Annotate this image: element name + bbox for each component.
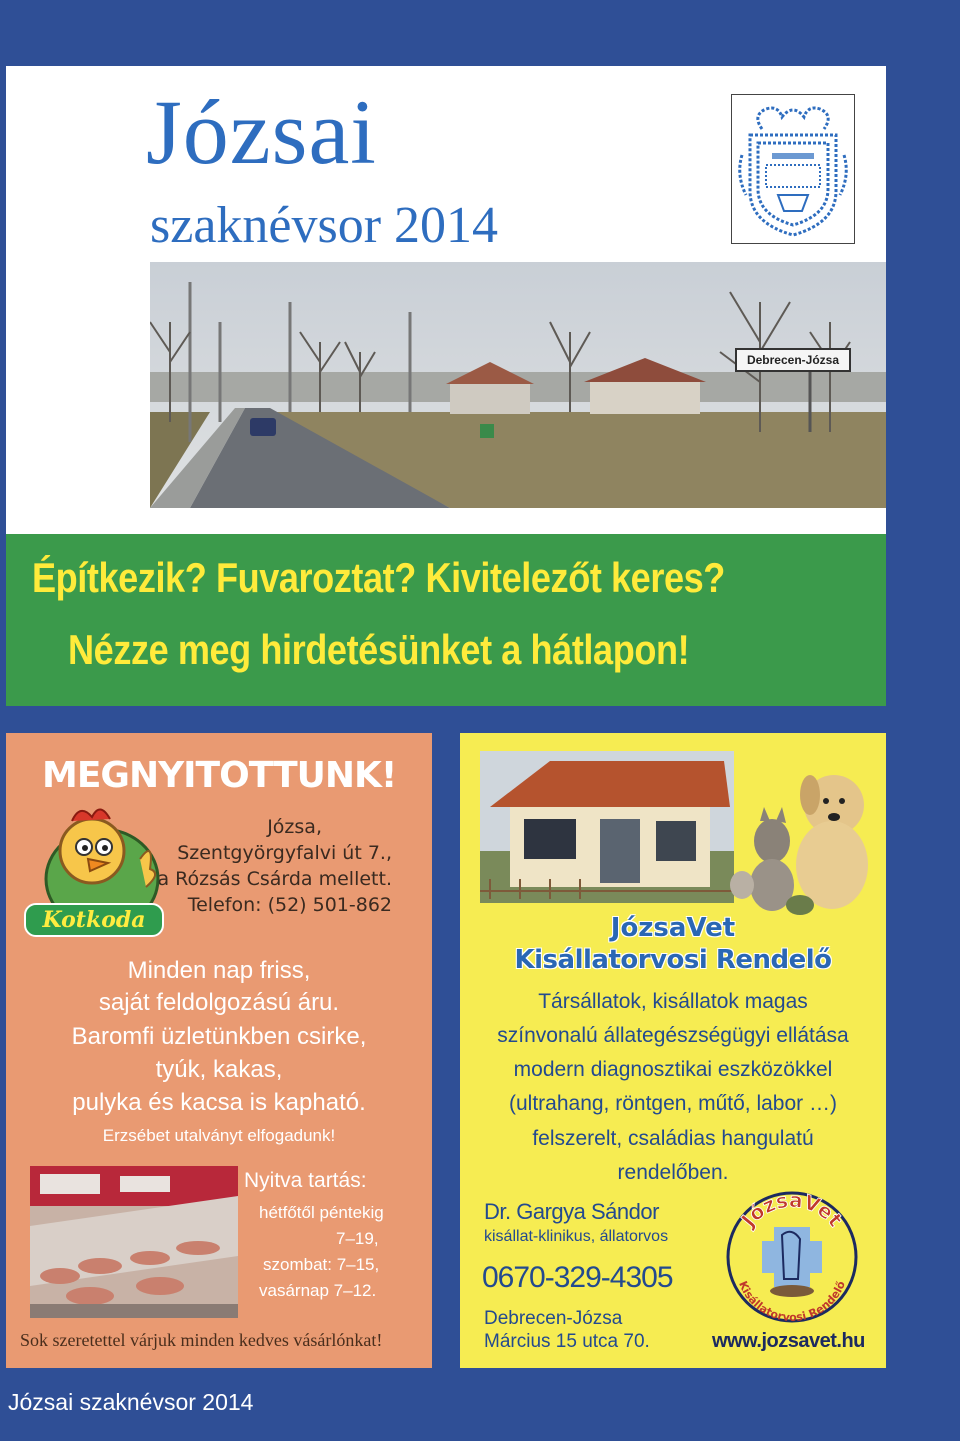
dog-and-cats-icon (722, 745, 878, 917)
kotkoda-fresh-line: pulyka és kacsa is kapható. (72, 1089, 366, 1116)
jozsavet-phone: 0670-329-4305 (482, 1261, 673, 1294)
jozsavet-address-line: Debrecen-Józsa (484, 1308, 623, 1329)
opening-hours-line: hétfőtől péntekig (259, 1203, 384, 1222)
kotkoda-fresh-line: Baromfi üzletünkben csirke, (71, 1023, 367, 1050)
banner-line-1: Építkezik? Fuvaroztat? Kivitelezőt keres? (32, 554, 725, 601)
kotkoda-fresh-line: Minden nap friss, (127, 957, 311, 984)
jozsavet-description-line: (ultrahang, röntgen, műtő, labor …) (508, 1092, 837, 1115)
jozsavet-logo-icon (722, 1187, 862, 1327)
coat-of-arms-icon (731, 94, 855, 244)
jozsavet-logo-bottom-text: Kisállatorvosi Rendelő (736, 1279, 848, 1325)
cover-title: Józsai (146, 81, 377, 183)
promo-banner (6, 534, 886, 706)
kotkoda-address-line: Szentgyörgyfalvi út 7., (177, 842, 392, 864)
kotkoda-welcome: Sok szeretettel várjuk minden kedves vásárlónkat! (20, 1330, 383, 1350)
cover-subtitle: szaknévsor 2014 (150, 197, 499, 254)
kotkoda-phone: Telefon: (52) 501-862 (187, 894, 392, 916)
opening-hours-line: vasárnap 7–12. (259, 1281, 377, 1300)
meat-counter-photo (30, 1166, 238, 1318)
voucher-note: Erzsébet utalványt elfogadunk! (102, 1126, 336, 1145)
kotkoda-address-line: a Rózsás Csárda mellett. (157, 868, 392, 890)
road-photo (150, 262, 886, 508)
banner-line-2: Nézze meg hirdetésünket a hátlapon! (68, 626, 690, 673)
doctor-name: Dr. Gargya Sándor (484, 1199, 659, 1224)
kotkoda-logo-text: Kotkoda (24, 903, 164, 937)
kotkoda-ad (6, 733, 432, 1368)
jozsavet-description-line: Társállatok, kisállatok magas (538, 990, 808, 1013)
jozsavet-description-line: modern diagnosztikai eszközökkel (513, 1058, 833, 1081)
doctor-role: kisállat-klinikus, állatorvos (484, 1228, 669, 1245)
jozsavet-ad (460, 733, 886, 1368)
jozsavet-subtitle: Kisállatorvosi Rendelő (514, 945, 832, 975)
jozsavet-website-link[interactable]: www.jozsavet.hu (712, 1330, 865, 1352)
jozsavet-title: JózsaVet (610, 913, 736, 943)
jozsavet-description-line: rendelőben. (617, 1161, 729, 1184)
kotkoda-fresh-line: saját feldolgozású áru. (98, 989, 340, 1016)
opening-hours-line: 7–19, (336, 1229, 379, 1248)
clinic-building-photo (480, 751, 734, 903)
kotkoda-fresh-line: tyúk, kakas, (155, 1056, 283, 1083)
kotkoda-address-line: Józsa, (267, 816, 322, 838)
jozsavet-description-line: felszerelt, családias hangulatú (532, 1127, 814, 1150)
opening-hours-title: Nyitva tartás: (244, 1169, 367, 1192)
town-sign: Debrecen-Józsa (735, 348, 851, 372)
jozsavet-logo-top-text: JózsaVet (736, 1187, 848, 1232)
page-footer: Józsai szaknévsor 2014 (8, 1389, 254, 1415)
opening-hours-line: szombat: 7–15, (263, 1255, 380, 1274)
jozsavet-description-line: színvonalú állategészségügyi ellátása (497, 1024, 849, 1047)
kotkoda-headline: MEGNYITOTTUNK! (42, 755, 397, 796)
jozsavet-address-line: Március 15 utca 70. (484, 1331, 650, 1352)
